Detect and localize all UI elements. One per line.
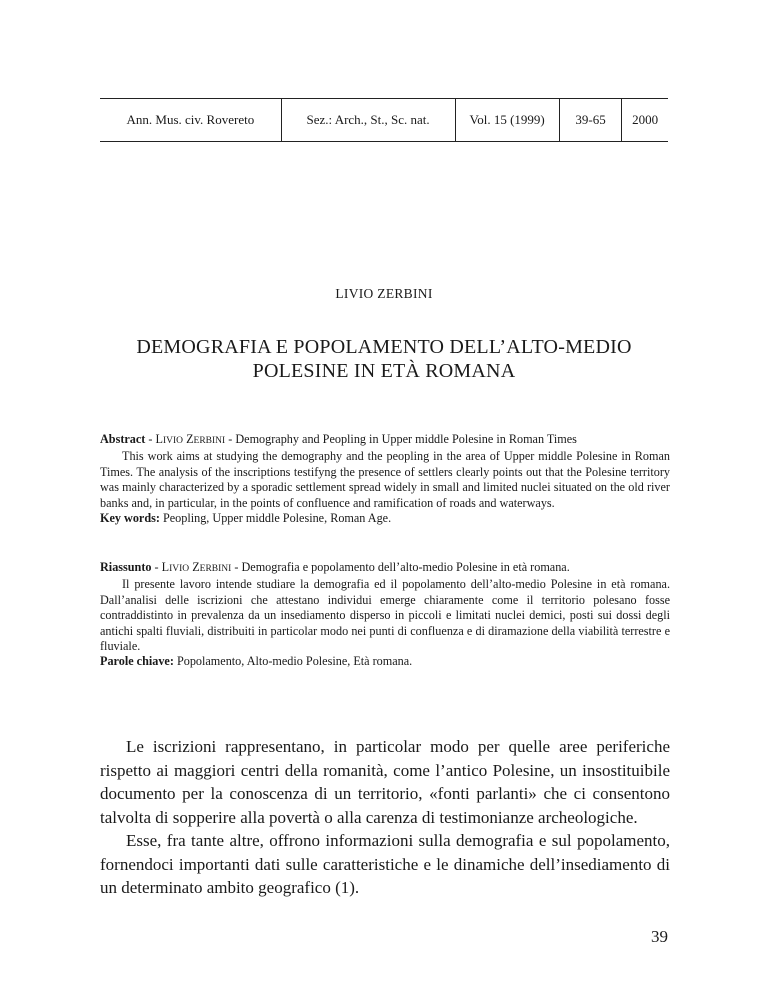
abstract-author-last-rest: ERBINI xyxy=(193,436,226,446)
abstract-block xyxy=(100,432,670,526)
riassunto-sep: - xyxy=(151,560,162,574)
riassunto-text: Il presente lavoro intende studiare la demografia ed il popolamento dell’alto-medio Polesine in età romana. Dall’analisi delle iscrizioni che attestano individui emerge chiaramente come il territorio polesano fosse contraddistinto in prevalenza da un insediamento disperso in piccoli e limitati nuclei demici, posti sui dossi degli antichi spalti fluviali, distribuiti in particolar modo nei punti di confluenza e di diramazione della viabilità terrestre e fluviale. xyxy=(100,577,670,654)
riassunto-author-last-initial: Z xyxy=(192,560,200,574)
abstract-label: Abstract xyxy=(100,432,146,446)
abstract-title: - Demography and Peopling in Upper middle Polesine in Roman Times xyxy=(225,432,577,446)
body-text xyxy=(100,735,670,900)
author-name: LIVIO ZERBINI xyxy=(335,286,433,301)
abstract-author xyxy=(156,432,226,446)
abstract-sep: - xyxy=(145,432,156,446)
abstract-author-last-initial: Z xyxy=(186,432,194,446)
riassunto-title: - Demografia e popolamento dell’alto-medio Polesine in età romana. xyxy=(231,560,570,574)
riassunto-author-first-rest: IVIO xyxy=(169,564,190,574)
abstract-keywords xyxy=(100,511,670,526)
title-line-2: POLESINE IN ETÀ ROMANA xyxy=(252,360,516,382)
body-paragraph-1: Le iscrizioni rappresentano, in particolar modo per quelle aree periferiche rispetto ai maggiori centri della romanità, come l’antico Polesine, un insostituibile documento per la conoscenza di un territorio, «fonti parlanti» che ci consentono talvolta di sopperire alla povertà o alla carenza di testimonianze archeologiche. xyxy=(100,737,670,827)
riassunto-keywords xyxy=(100,654,670,669)
paper-title xyxy=(80,335,688,383)
page-number: 39 xyxy=(651,927,668,946)
abstract-author-first-rest: IVIO xyxy=(162,436,184,446)
riassunto-author-last-rest: ERBINI xyxy=(199,564,232,574)
journal-pages: 39-65 xyxy=(560,99,623,141)
journal-year: 2000 xyxy=(632,112,659,127)
riassunto-author xyxy=(162,560,232,574)
keywords-label: Key words: xyxy=(100,511,160,526)
parole-chiave-label: Parole chiave: xyxy=(100,654,174,669)
riassunto-author-first-initial: L xyxy=(161,560,170,574)
parole-chiave-values: Popolamento, Alto-medio Polesine, Età romana. xyxy=(173,654,413,669)
journal-section: Sez.: Arch., St., Sc. nat. xyxy=(282,99,456,141)
keywords-values: Peopling, Upper middle Polesine, Roman Age. xyxy=(159,511,392,526)
journal-name: Ann. Mus. civ. Rovereto xyxy=(100,99,282,141)
abstract-heading xyxy=(100,432,670,449)
riassunto-label: Riassunto xyxy=(100,560,152,574)
title-line-1: DEMOGRAFIA E POPOLAMENTO DELL’ALTO-MEDIO xyxy=(136,336,632,358)
abstract-text: This work aims at studying the demography and the peopling in the area of Upper middle Polesine in Roman Times. The analysis of the inscriptions testifyng the presence of settlers clearly points out that the Polesine territory was mainly characterized by a sporadic settlement spread widely in small and limited nuclei situated on the old river banks and, in particular, in the points of confluence and ramification of roads and waterways. xyxy=(100,449,670,510)
journal-header-table xyxy=(100,98,668,142)
journal-volume: Vol. 15 (1999) xyxy=(456,99,560,141)
riassunto-block xyxy=(100,560,670,670)
body-paragraph-2: Esse, fra tante altre, offrono informazioni sulla demografia e sul popolamento, fornendoci importanti dati sulle caratteristiche e le dinamiche dell’insediamento di un determinato ambito geografico (1). xyxy=(100,831,670,897)
abstract-author-first-initial: L xyxy=(155,432,163,446)
riassunto-heading xyxy=(100,560,670,577)
